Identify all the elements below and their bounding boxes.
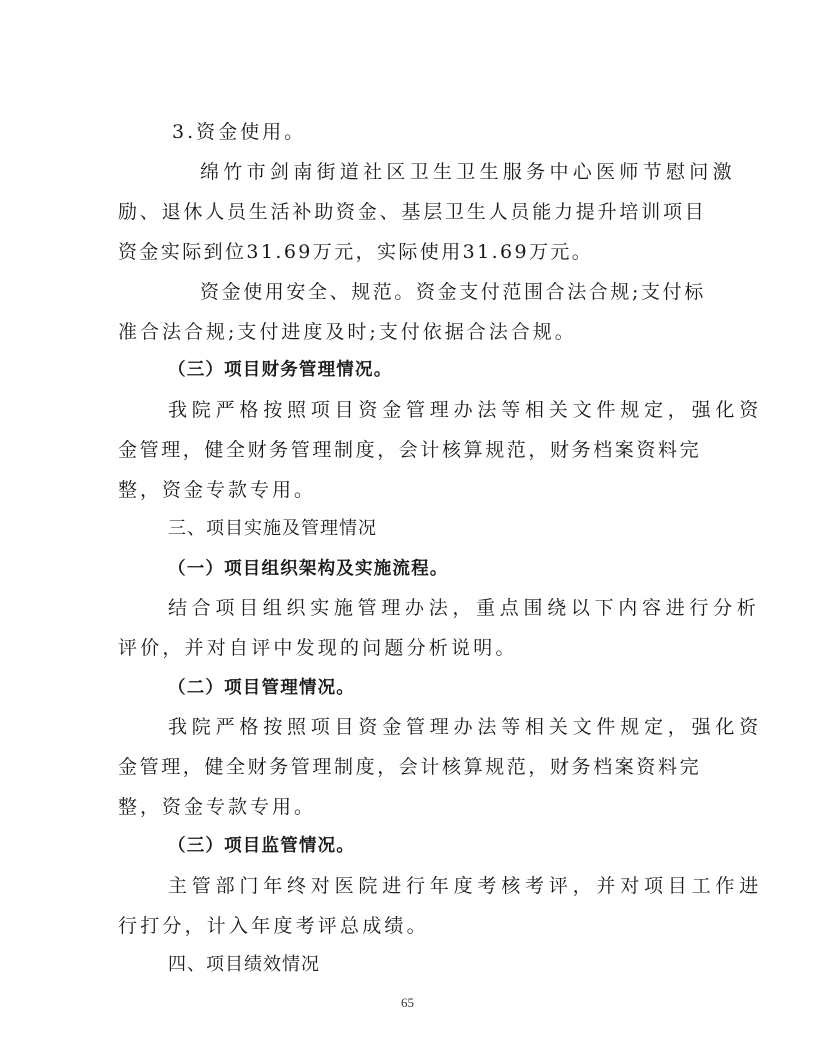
paragraph-line: 行打分，计入年度考评总成绩。	[118, 915, 429, 937]
paragraph-line: 资金实际到位31.69万元，实际使用31.69万元。	[118, 241, 594, 263]
paragraph-line: 评价，并对自评中发现的问题分析说明。	[118, 637, 518, 659]
paragraph-line: 整，资金专款专用。	[118, 479, 317, 501]
paragraph-line: 金管理，健全财务管理制度，会计核算规范，财务档案资料完	[118, 439, 702, 461]
paragraph-line: 结合项目组织实施管理办法，重点围绕以下内容进行分析	[168, 597, 761, 619]
section-heading: （一）项目组织架构及实施流程。	[168, 559, 449, 579]
paragraph-line: 主管部门年终对医院进行年度考核考评，并对项目工作进	[168, 875, 764, 897]
paragraph-line: 励、退休人员生活补助资金、基层卫生人员能力提升培训项目	[118, 201, 707, 223]
section-heading: （二）项目管理情况。	[168, 678, 355, 698]
chapter-heading: 三、项目实施及管理情况	[168, 518, 377, 539]
chapter-heading: 四、项目绩效情况	[168, 954, 320, 975]
paragraph-line: 我院严格按照项目资金管理办法等相关文件规定，强化资	[168, 716, 764, 738]
paragraph-line: 资金使用安全、规范。资金支付范围合法合规;支付标	[200, 281, 706, 303]
page-number: 65	[401, 995, 414, 1010]
paragraph-line: 金管理，健全财务管理制度，会计核算规范，财务档案资料完	[118, 756, 702, 778]
section-heading: （三）项目监管情况。	[168, 836, 355, 856]
paragraph-line: 绵竹市剑南街道社区卫生卫生服务中心医师节慰问激	[200, 161, 736, 183]
subsection-heading: 3.资金使用。	[172, 121, 307, 143]
section-heading: （三）项目财务管理情况。	[168, 360, 393, 380]
paragraph-line: 我院严格按照项目资金管理办法等相关文件规定，强化资	[168, 399, 764, 421]
paragraph-line: 整，资金专款专用。	[118, 796, 317, 818]
paragraph-line: 准合法合规;支付进度及时;支付依据合法合规。	[118, 321, 577, 343]
